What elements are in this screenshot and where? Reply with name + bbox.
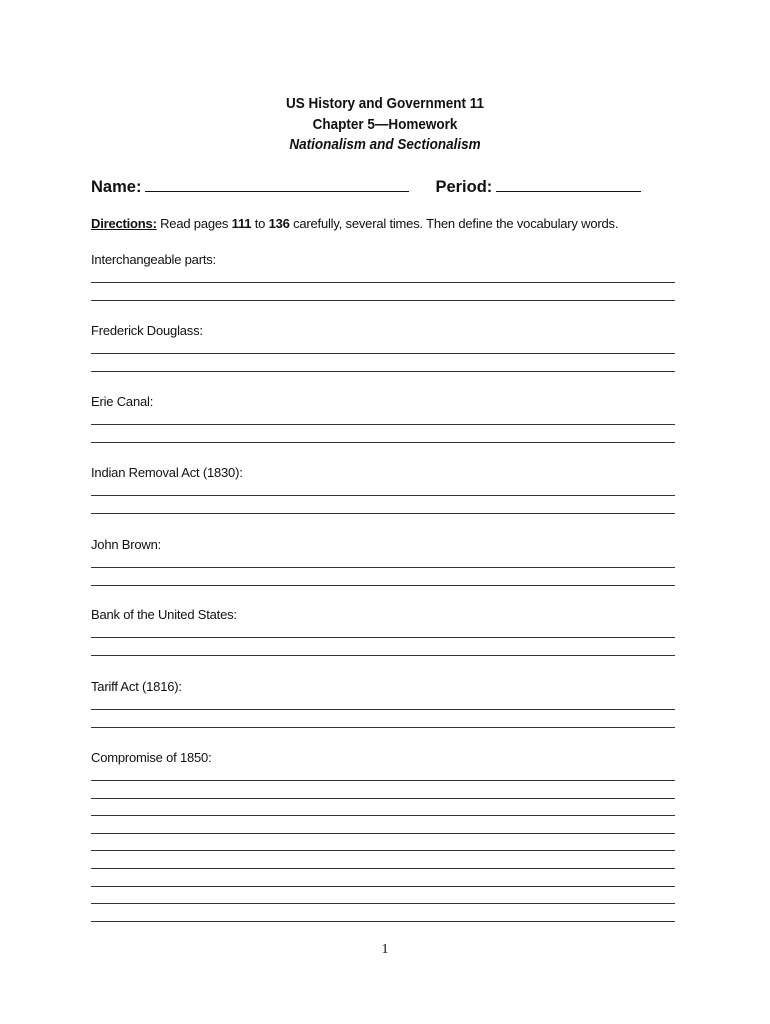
answer-line[interactable] [91,442,675,443]
name-field[interactable] [145,177,409,192]
answer-line[interactable] [91,637,675,638]
answer-line[interactable] [91,655,675,656]
answer-line[interactable] [91,282,675,283]
answer-line[interactable] [91,903,675,904]
answer-line[interactable] [91,921,675,922]
answer-line[interactable] [91,353,675,354]
period-label: Period: [435,178,493,196]
course-title: US History and Government 11 [285,95,485,112]
answer-line[interactable] [91,798,675,799]
period-field[interactable] [496,177,641,192]
student-info-row [91,177,651,197]
directions-text-after: carefully, several times. Then define the vocabulary words. [289,216,619,231]
answer-line[interactable] [91,513,675,514]
directions-label: Directions: [91,216,157,231]
answer-line[interactable] [91,371,675,372]
directions [91,216,691,231]
vocab-term-label: Frederick Douglass: [91,323,203,338]
worksheet-header [0,94,770,156]
vocab-term-label: Indian Removal Act (1830): [91,465,243,480]
answer-line[interactable] [91,567,675,568]
answer-line[interactable] [91,886,675,887]
vocab-term-label: Compromise of 1850: [91,750,212,765]
answer-line[interactable] [91,585,675,586]
start-page: 111 [231,216,252,231]
answer-line[interactable] [91,495,675,496]
answer-line[interactable] [91,709,675,710]
answer-line[interactable] [91,850,675,851]
end-page: 136 [268,216,290,231]
vocab-term-label: Erie Canal: [91,394,154,409]
chapter-title: Chapter 5—Homework [312,115,458,133]
answer-line[interactable] [91,833,675,834]
directions-text-before: Read pages [156,216,232,231]
directions-text-middle: to [251,216,269,231]
answer-line[interactable] [91,868,675,869]
answer-line[interactable] [91,780,675,781]
answer-line[interactable] [91,727,675,728]
vocab-term-label: Interchangeable parts: [91,252,216,267]
worksheet-subtitle: Nationalism and Sectionalism [289,136,481,153]
page-number: 1 [381,942,389,957]
answer-line[interactable] [91,424,675,425]
vocab-term-label: John Brown: [91,537,162,552]
vocab-term-label: Tariff Act (1816): [91,679,182,694]
answer-line[interactable] [91,815,675,816]
name-label: Name: [91,178,142,196]
vocab-term-label: Bank of the United States: [91,607,237,622]
answer-line[interactable] [91,300,675,301]
